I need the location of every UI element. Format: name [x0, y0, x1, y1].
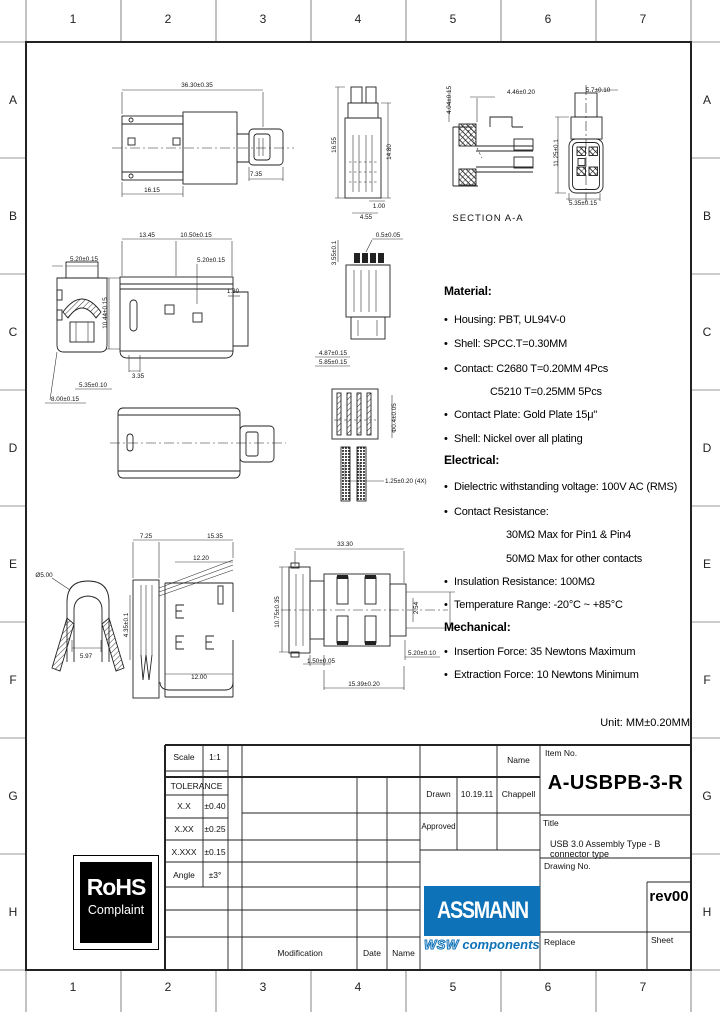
dim-label: 5.35±0.10 — [79, 382, 107, 389]
grid-col-label: 7 — [639, 12, 647, 26]
approved-label: Approved — [421, 822, 456, 831]
spec-shell-plating: • Shell: Nickel over all plating — [444, 433, 583, 445]
spec-resistance-pin: 30MΩ Max for Pin1 & Pin4 — [506, 529, 632, 541]
rohs-badge-inner — [80, 862, 152, 943]
dim-label: 10.44±0.15 — [102, 297, 109, 329]
view-rear-face — [553, 85, 618, 207]
grid-row-label: H — [702, 905, 712, 919]
dim-label: 10.75±0.35 — [274, 596, 281, 628]
spec-temperature: • Temperature Range: -20°C ~ +85°C — [444, 599, 623, 611]
drawn-date: 10.19.11 — [460, 789, 494, 799]
grid-col-label: 2 — [164, 980, 172, 994]
grid-col-label: 1 — [69, 980, 77, 994]
dim-label: 5.20±0.10 — [408, 650, 436, 657]
brand-subtitle — [424, 937, 540, 952]
scale-label: Scale — [173, 752, 195, 762]
grid-col-label: 5 — [449, 12, 457, 26]
view-side-plain — [110, 408, 286, 478]
rohs-line2: Complaint — [87, 903, 145, 917]
dim-label: 4.35±0.1 — [123, 612, 130, 638]
unit-note: Unit: MM±0.20MM — [600, 717, 690, 729]
revision-value: rev00 — [649, 888, 689, 905]
grid-col-label: 6 — [544, 12, 552, 26]
rohs-badge — [73, 855, 159, 950]
material-header: Material: — [444, 284, 492, 298]
tolerance-label: X.XXX — [171, 847, 197, 857]
tolerance-value: ±0.15 — [204, 847, 226, 857]
tolerance-value: ±3° — [208, 870, 222, 880]
spec-contact-2: C5210 T=0.25MM 5Pcs — [490, 386, 602, 398]
grid-col-label: 3 — [259, 12, 267, 26]
spec-shell: • Shell: SPCC.T=0.30MM — [444, 338, 568, 350]
rohs-line1: RoHS — [86, 874, 146, 900]
dim-label: 5.85±0.15 — [319, 359, 347, 366]
spec-insertion: • Insertion Force: 35 Newtons Maximum — [444, 646, 636, 658]
view-contact-section — [315, 232, 403, 366]
grid-row-label: D — [8, 441, 18, 455]
grid-row-label: A — [702, 93, 711, 107]
dim-label: 5.35±0.15 — [569, 200, 597, 207]
view-front-vertical — [331, 87, 393, 221]
drawn-label: Drawn — [426, 789, 451, 799]
spec-resistance-other: 50MΩ Max for other contacts — [506, 553, 643, 565]
dim-label: 3.55±0.1 — [331, 240, 338, 266]
grid-row-label: F — [9, 673, 17, 687]
date-label: Date — [363, 948, 381, 958]
section-label: SECTION A-A — [452, 213, 524, 224]
modification-label: Modification — [277, 948, 323, 958]
mechanical-header: Mechanical: — [444, 620, 511, 634]
tolerance-label: X.XX — [174, 824, 194, 834]
dim-label: 1.00 — [372, 203, 386, 210]
dim-label: 1.25±0.20 (4X) — [385, 478, 427, 485]
dim-label: 5.7±0.10 — [585, 87, 611, 94]
grid-col-label: 2 — [164, 12, 172, 26]
dim-label: 16.15 — [144, 187, 160, 194]
dim-label: 5.20±0.15 — [70, 256, 98, 263]
dim-label: 8.00±0.15 — [51, 396, 79, 403]
spec-contact-resistance: • Contact Resistance: — [444, 506, 549, 518]
tolerance-label: X.X — [177, 801, 191, 811]
spec-dielectric: • Dielectric withstanding voltage: 100V AC (RMS) — [444, 481, 678, 493]
grid-row-label: F — [703, 673, 711, 687]
view-side-assembled — [112, 82, 294, 197]
title-label: Title — [543, 818, 559, 828]
dim-label: 14.80 — [386, 144, 393, 160]
dim-label: 12.00 — [191, 674, 207, 681]
grid-row-label: B — [8, 209, 17, 223]
dim-label: 1.80 — [226, 288, 240, 295]
dim-label: Ø5.00 — [35, 572, 53, 579]
dim-label: 10.50±0.15 — [180, 232, 212, 239]
dim-label: 15.39±0.20 — [348, 681, 380, 688]
dim-label: 5.97 — [79, 653, 93, 660]
tolerance-label: Angle — [173, 870, 195, 880]
grid-col-label: 4 — [354, 12, 362, 26]
grid-row-label: G — [702, 789, 712, 803]
grid-col-label: 6 — [544, 980, 552, 994]
dim-label: 2.54 — [413, 601, 420, 615]
view-strain-relief — [35, 572, 124, 671]
item-no-value: A-USBPB-3-R — [547, 772, 684, 794]
dim-label: 4.04±0.15 — [446, 86, 453, 114]
tolerance-value: ±0.40 — [204, 801, 226, 811]
spec-housing: • Housing: PBT, UL94V-0 — [444, 314, 566, 326]
sheet-label: Sheet — [651, 935, 674, 945]
dim-label: 12.20 — [193, 555, 209, 562]
electrical-header: Electrical: — [444, 453, 500, 467]
dim-label: 13.45 — [139, 232, 155, 239]
grid-col-label: 1 — [69, 12, 77, 26]
replace-label: Replace — [544, 937, 576, 947]
grid-row-label: E — [702, 557, 711, 571]
view-carrier-assembly — [274, 541, 455, 690]
brand-wsw: WSW — [424, 937, 459, 952]
grid-row-label: C — [702, 325, 712, 339]
dim-label: 1.50±0.05 — [307, 658, 335, 665]
spec-contact-plate: • Contact Plate: Gold Plate 15μ" — [444, 409, 598, 421]
grid-row-label: H — [8, 905, 18, 919]
tolerance-header: TOLERANCE — [170, 781, 223, 791]
dim-label: 16.55 — [331, 137, 338, 153]
grid-col-label: 3 — [259, 980, 267, 994]
name-label: Name — [392, 948, 415, 958]
view-pin-section — [332, 389, 427, 501]
title-value: USB 3.0 Assembly Type - B connector type — [550, 839, 661, 859]
dim-label: 3.35 — [131, 373, 145, 380]
drawn-name: Chappell — [501, 789, 536, 799]
dim-label: 4.55 — [359, 214, 373, 221]
spec-extraction: • Extraction Force: 10 Newtons Minimum — [444, 669, 639, 681]
grid-col-label: 4 — [354, 980, 362, 994]
dim-label: 15.35 — [207, 533, 223, 540]
name-header: Name — [507, 755, 530, 765]
brand-components: components — [462, 937, 540, 952]
grid-row-label: B — [702, 209, 711, 223]
grid-col-label: 5 — [449, 980, 457, 994]
scale-value: 1:1 — [209, 752, 221, 762]
spec-insulation: • Insulation Resistance: 100MΩ — [444, 576, 595, 588]
spec-contact: • Contact: C2680 T=0.20MM 4Pcs — [444, 363, 609, 375]
dim-label: Φ0.4±0.05 — [391, 403, 398, 433]
dim-label: 7.25 — [139, 533, 153, 540]
grid-col-label: 7 — [639, 980, 647, 994]
view-overmold-frame — [123, 533, 233, 698]
dim-label: 33.30 — [337, 541, 353, 548]
brand-logo — [424, 886, 540, 952]
grid-row-label: G — [8, 789, 18, 803]
dim-label: 5.20±0.15 — [197, 257, 225, 264]
dim-label: 7.35 — [249, 171, 263, 178]
dim-label: 4.46±0.20 — [507, 89, 535, 96]
grid-row-label: A — [8, 93, 17, 107]
grid-row-label: C — [8, 325, 18, 339]
view-section-aa — [446, 86, 535, 224]
dim-label: 36.30±0.35 — [181, 82, 213, 89]
grid-row-label: E — [8, 557, 17, 571]
dim-label: 11.25±0.1 — [553, 139, 560, 167]
brand-name: ASSMANN — [436, 897, 528, 924]
brand-logo-box — [424, 886, 540, 936]
dim-label: 4.87±0.15 — [319, 350, 347, 357]
tolerance-value: ±0.25 — [204, 824, 226, 834]
dim-label: 0.5±0.05 — [375, 232, 401, 239]
item-no-label: Item No. — [545, 748, 578, 758]
grid-row-label: D — [702, 441, 712, 455]
view-shell-top — [102, 232, 248, 380]
drawing-no-label: Drawing No. — [544, 861, 591, 871]
